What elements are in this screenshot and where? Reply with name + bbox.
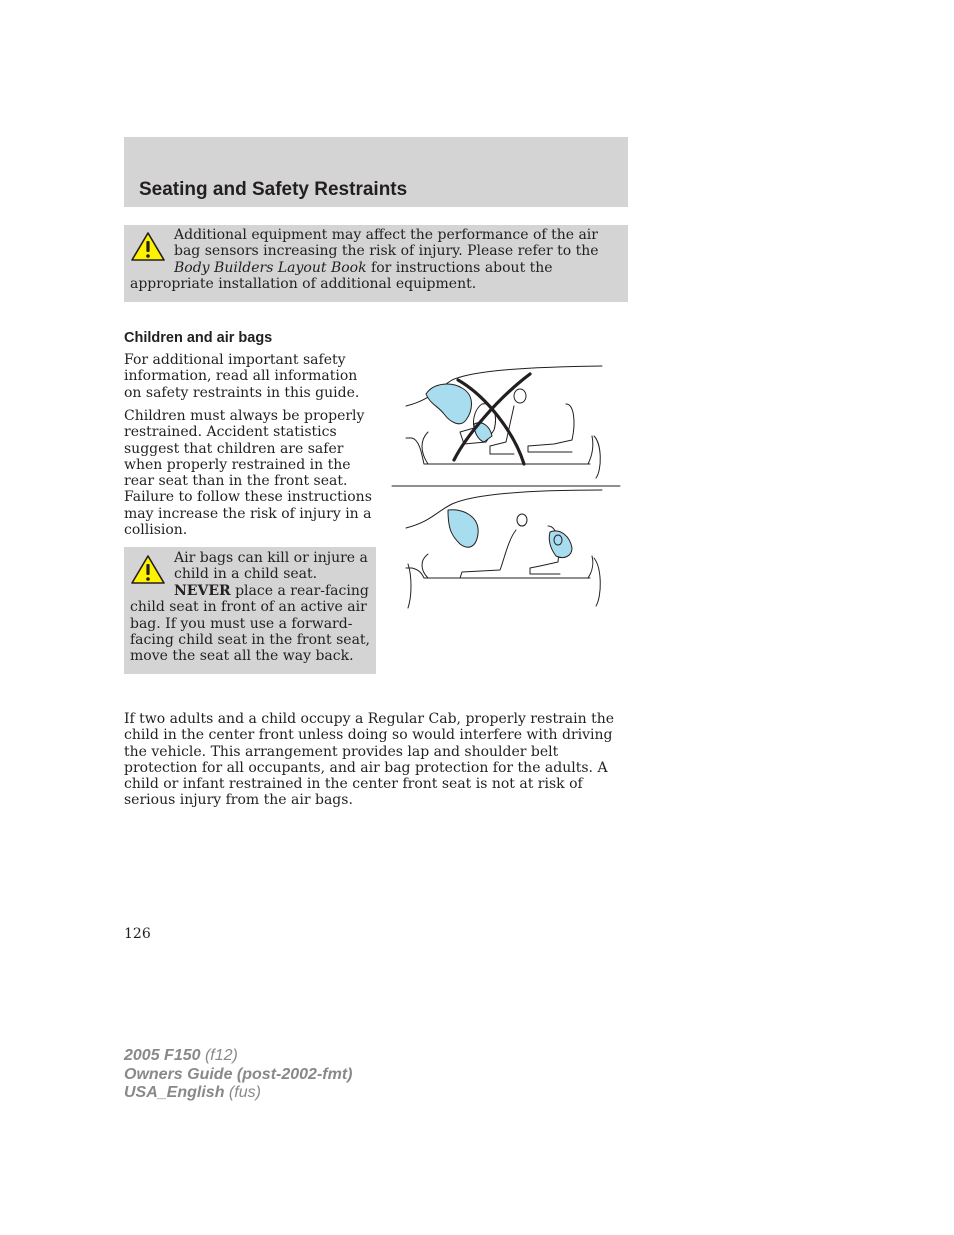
correct-placement-illustration <box>406 490 602 608</box>
child-seat-airbag-illustration <box>390 360 622 612</box>
page-title: Seating and Safety Restraints <box>139 179 408 200</box>
paragraph-regular-cab: If two adults and a child occupy a Regular Cab, properly restrain the child in the center front unless doing so would interfere with driving the vehicle. This arrangement provides lap and shoulder belt protection for all occupants, and air bag protection for the adults. A child or infant restrained in the center front seat is not at risk of serious injury from the air bags. <box>124 711 615 809</box>
incorrect-placement-illustration <box>406 366 602 478</box>
footer-line-guide: Owners Guide (post-2002-fmt) <box>124 1065 353 1083</box>
document-footer <box>124 1047 352 1103</box>
warning-box-child-seat <box>124 547 376 674</box>
footer-line-language: USA_English (fus) <box>124 1084 261 1101</box>
footer-line-model: 2005 F150 (f12) <box>124 1047 238 1064</box>
warning-box-equipment <box>124 225 628 302</box>
paragraph-children-restrained: Children must always be properly restrained. Accident statistics suggest that children are safer when properly restrained in the rear seat than in the front seat. Failure to follow these instructions may increase the risk of injury in a collision. <box>124 408 372 539</box>
warning-triangle-icon <box>130 231 166 263</box>
warning-text: Air bags can kill or injure a child in a child seat. NEVER place a rear-facing child seat in front of an active air bag. If you must use a forward-facing child seat in the front seat, move the seat all the way back. <box>130 550 371 665</box>
warning-triangle-icon <box>130 554 166 586</box>
warning-text: Additional equipment may affect the performance of the air bag sensors increasing the risk of injury. Please refer to the Body Builders Layout Book for instructions about the appropriate installation of additional equipment. <box>130 227 599 293</box>
page-number: 126 <box>124 926 151 942</box>
section-title: Children and air bags <box>124 330 273 346</box>
paragraph-safety-info: For additional important safety information, read all information on safety restraints in this guide. <box>124 352 360 401</box>
